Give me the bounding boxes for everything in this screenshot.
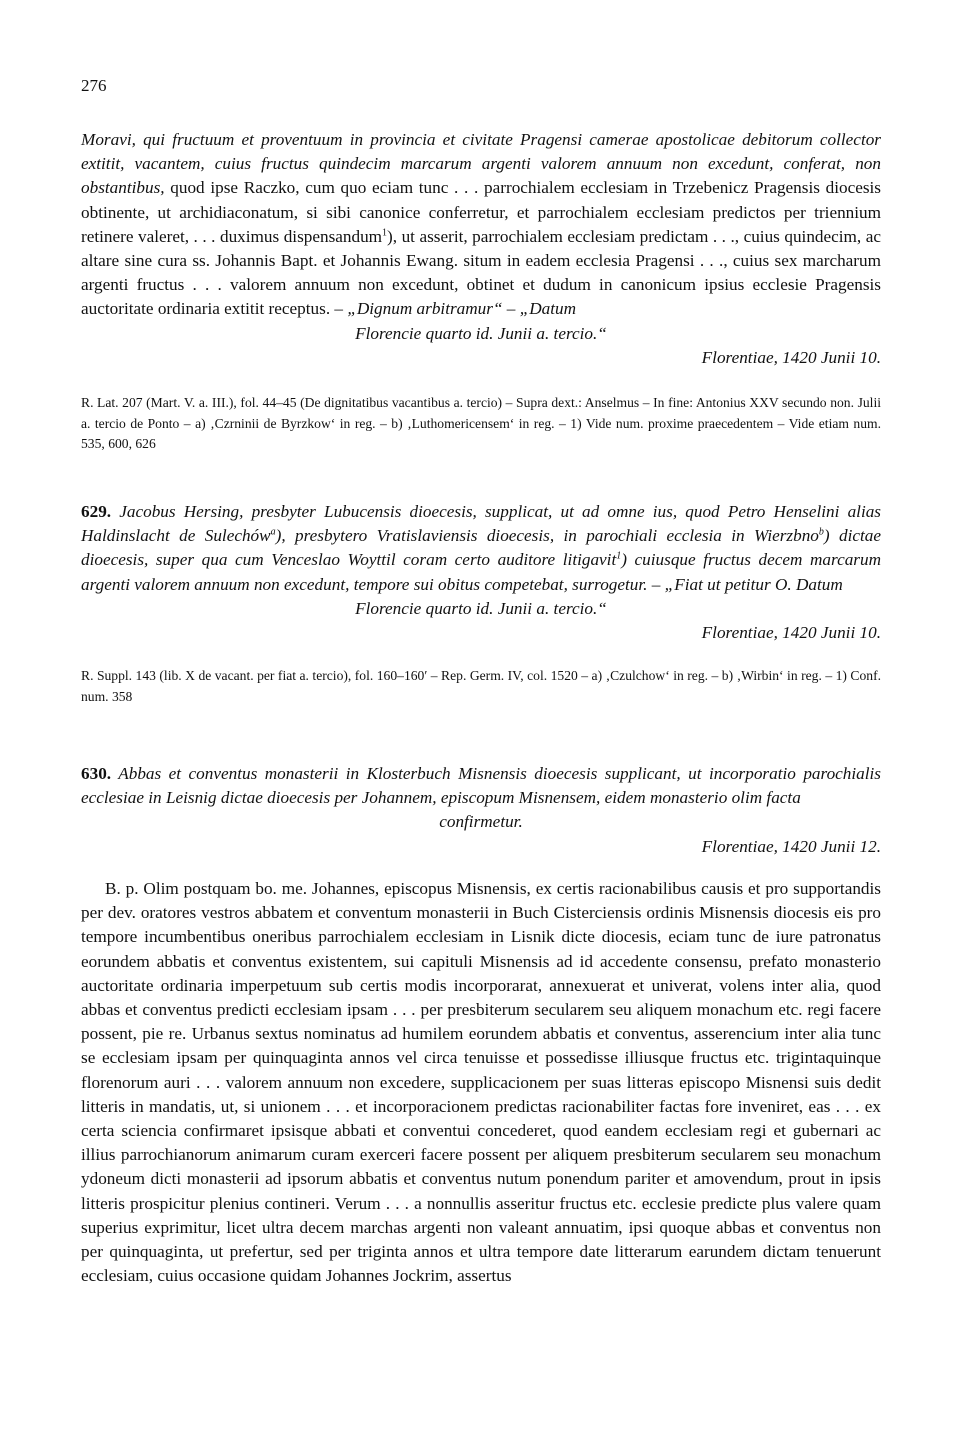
- footnote-marker: a: [270, 526, 276, 538]
- entry-629-text-d: ) cuiusque fructus decem marcarum argenti valorem annuum non excedunt, tempore sui obitus competebat, surrogetur. – „Fiat ut petitur O. Datum: [81, 550, 881, 594]
- entry-630-body: [81, 877, 881, 1288]
- apparatus-notes: R. Lat. 207 (Mart. V. a. III.), fol. 44–45 (De dignitatibus vacantibus a. tercio) – Supra dext.: Anselmus – In fine: Antonius XXV secundo non. Julii a. tercio de Ponto – a) ‚Czrninii de Byrzkow‘ in reg. – b) ‚Luthomericensem‘ in reg. – 1) Vide num. proxime praecedentem – Vide etiam num. 535, 600, 626: [81, 395, 881, 451]
- entry-629-notes: [81, 666, 881, 707]
- page-number: 276: [81, 76, 107, 95]
- footnote-marker: 1: [616, 550, 622, 562]
- entry-628-body-b: ), ut asserit, parrochialem ecclesiam predictam . . ., cuius quindecim, ac altare sine cura ss. Johannis Bapt. et Johannis Ewang. situm in eadem ecclesia Pragensi . . ., cuius sex marcharum argenti fructus . . . valorem annuum non excedunt, obtinet et dudum in canonicum ipsius ecclesie Pragensis auctoritate ordinaria extitit receptus. –: [81, 226, 881, 319]
- entry-630-regest-end: confirmetur.: [439, 812, 523, 832]
- entry-630-text: B. p. Olim postquam bo. me. Johannes, episcopus Misnensis, ex certis racionabilibus causis et pro supportandis per dev. oratores vestros abbatem et conventum monasterii in Buch Cisterciensis ordinis Misnensis diocesis eis pro tempore incumbentibus oneribus parrochialem ecclesiam in Lisnik dicte diocesis, eciam tunc de iure patronatus eorundem abbatis et conventus existentem, sui capituli Misnensis ad id accedente consensu, prefato monasterio auctoritate ordinaria imperpetuum sub certis modis incorporarat, annexuerat et univerat, volens inter alia, quod abbas et conventus predicti ecclesiam ipsam . . . per presbiterum secularem seu aliquem monachum etc. regi facere possent, pie re. Urbanus sextus nominatus ad humilem eorundem abbatis et conventus, asserencium inter alia tunc se ecclesiam ipsam per quinquaginta annos vel circa tenuisse et possedisse illiusque fructus etc. trigintaquinque florenorum auri . . . valorem annuum non excedere, supplicacionem per suas litteras episcopo Misnensi suis dedit litteris in mandatis, ut, si unionem . . . et incorporacionem predictas racionabiliter factas fore inveniret, eas . . . ex certa sciencia confirmaret ipsisque abbati et conventui concederet, quod eandem ecclesiam regi et gubernari ac illius parrochianorum animarum curam exerceri facere possent per aliquem presbiterum secularem seu monachum ydoneum dicti monasterii ad ipsorum abbatis et conventus nutum ponendum pariter et amovendum, prout in ipsis litteris prospicitur plenius contineri. Verum . . . a nonnullis asseritur fructus etc. ecclesie predicte plus valere quam superius exprimitur, licet ultra decem marchas argenti non valeant annuatim, ipsi quoque abbas et conventus non per quinquaginta, ut prefertur, sed per triginta annos et ultra tempore date litterarum earundem dictam tenuerunt ecclesiam, cuius occasione quidam Johannes Jockrim, assertus: [81, 879, 881, 1286]
- entry-630-regest: [81, 762, 881, 810]
- entry-630: [81, 762, 881, 859]
- entry-628-body-a: quod ipse Raczko, cum quo eciam tunc . . . parrochialem ecclesiam in Trzebenicz Pragensis diocesis obtinente, ut archidiaconatum, si sibi canonice conferretur, et parrochialem ecclesiam predictos per triennium retinere valeret, . . . duximus dispensandum: [81, 178, 881, 246]
- entry-630-place-date: Florentiae, 1420 Junii 12.: [701, 836, 881, 856]
- entry-number: 630.: [81, 764, 112, 783]
- apparatus-notes: R. Suppl. 143 (lib. X de vacant. per fiat a. tercio), fol. 160–160′ – Rep. Germ. IV, col. 1520 – a) ‚Czulchow‘ in reg. – b) ‚Wirbin‘ in reg. – 1) Conf. num. 358: [81, 668, 881, 704]
- entry-number: 629.: [81, 502, 112, 521]
- entry-629-place-date: Florentiae, 1420 Junii 10.: [701, 623, 881, 643]
- entry-629-quote-end: Florencie quarto id. Junii a. tercio.“: [355, 598, 607, 618]
- entry-629-regest: [81, 500, 881, 597]
- entry-628-italic: Moravi, qui fructuum et proventuum in provincia et civitate Pragensi camerae apostolicae debitorum collector extitit, vacantem, cuius fructus quindecim marcarum argenti valorem annuum non excedunt, conferat, non obstantibus,: [81, 130, 881, 198]
- entry-628-tail: [81, 128, 881, 370]
- entry-630-text-a: Abbas et conventus monasterii in Klosterbuch Misnensis dioecesis supplicant, ut incorporatio parochialis ecclesiae in Leisnig dictae dioecesis per Johannem, episcopum Misnensem, eidem monasterio olim facta: [81, 764, 881, 808]
- footnote-marker: 1: [382, 227, 388, 239]
- entry-629: [81, 500, 881, 645]
- entry-629-text-b: ), presbytero Vratislaviensis dioecesis, in parochiali ecclesia in Wierzbno: [275, 526, 819, 546]
- entry-628-text: [81, 128, 881, 322]
- entry-628-place-date: Florentiae, 1420 Junii 10.: [701, 347, 881, 367]
- entry-628-quote: „Dignum arbitramur“ – „Datum: [347, 299, 577, 319]
- footnote-marker: b: [818, 526, 824, 538]
- entry-629-text-c: ) dictae dioecesis, super qua cum Venceslao Woyttil coram certo auditore litigavit: [81, 526, 881, 570]
- entry-629-text-a: Jacobus Hersing, presbyter Lubucensis dioecesis, supplicat, ut ad omne ius, quod Petro Henselini alias Haldinslacht de Sulechów: [81, 502, 881, 546]
- entry-628-notes: [81, 393, 881, 455]
- entry-628-quote-end: Florencie quarto id. Junii a. tercio.“: [355, 323, 607, 343]
